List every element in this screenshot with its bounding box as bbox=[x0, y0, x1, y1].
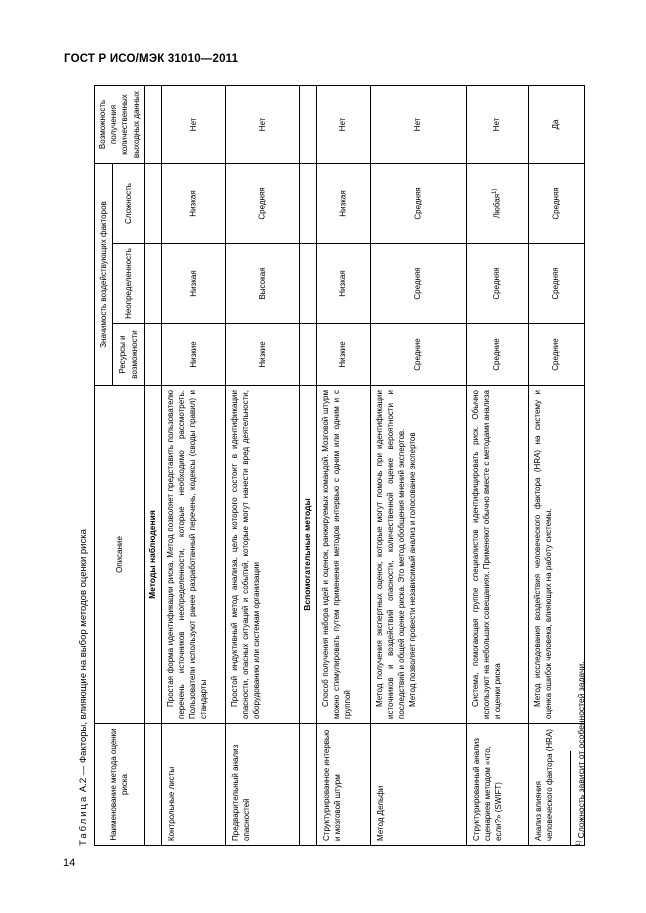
header-quantitative: Возможность получения количественных выходных данных bbox=[95, 85, 145, 163]
footnote bbox=[576, 662, 586, 846]
table-row bbox=[316, 85, 370, 845]
method-name: Метод Дельфи bbox=[370, 724, 466, 846]
section-title: Вспомогательные методы bbox=[299, 386, 316, 724]
resources-value: Низкие bbox=[316, 324, 370, 386]
quantitative-value: Нет bbox=[161, 85, 225, 163]
quantitative-value: Нет bbox=[466, 85, 528, 163]
method-name: Контрольные листы bbox=[161, 724, 225, 846]
table-row bbox=[370, 85, 466, 845]
complexity-value: Средняя bbox=[413, 187, 423, 220]
complexity-value: Низкая bbox=[188, 190, 198, 217]
resources-value: Средние bbox=[466, 324, 528, 386]
uncertainty-value: Низкая bbox=[161, 244, 225, 324]
complexity-cell bbox=[466, 163, 528, 243]
description-paragraph: Метод позволяет провести независимый анализ и голосование экспертов bbox=[408, 432, 418, 707]
description-paragraph: Простой индуктивный метод анализа, цель которого состоит в идентификации опасности, опасных ситуаций и событий, которые могут нанести вред деятельности, оборудованию или системам организации bbox=[229, 390, 262, 719]
header-description: Описание bbox=[95, 386, 145, 724]
description-paragraph: Метод исследования воздействия человеческого фактора (HRA) на систему и оценка ошибок человека, влияющих на работу системы. bbox=[532, 390, 553, 719]
footnote-mark: 1) bbox=[576, 840, 583, 846]
table-caption bbox=[78, 529, 89, 846]
header-resources: Ресурсы и возможности bbox=[113, 324, 144, 386]
method-name: Предварительный анализ опасностей bbox=[225, 724, 299, 846]
complexity-cell bbox=[370, 163, 466, 243]
header-factors-group: Значимость воздействующих факторов bbox=[95, 163, 113, 385]
uncertainty-value: Низкая bbox=[316, 244, 370, 324]
description-paragraph: Способ получения набора идей и оценок, ранжируемых командой. Мозговой штурм можно стимулировать путем применения методов интервью с одним или одним и с группой bbox=[320, 390, 352, 719]
method-description bbox=[466, 386, 528, 724]
method-name: Структурированное интервью и мозговой штурм bbox=[316, 724, 370, 846]
table-row bbox=[466, 85, 528, 845]
footnote-text: Сложность зависит от особенностей задачи. bbox=[576, 661, 586, 839]
resources-value: Средние bbox=[528, 324, 584, 386]
section-row bbox=[144, 85, 161, 845]
method-name: Анализ влияния человеческого фактора (HRA) bbox=[528, 724, 584, 846]
complexity-value: Средняя bbox=[551, 187, 561, 220]
document-header: ГОСТ Р ИСО/МЭК 31010—2011 bbox=[64, 53, 239, 65]
caption-text: — Факторы, влияющие на выбор методов оценки риска bbox=[78, 529, 89, 776]
method-description bbox=[370, 386, 466, 724]
section-title: Методы наблюдения bbox=[144, 386, 161, 724]
complexity-value: Низкая bbox=[338, 190, 348, 217]
page-number: 14 bbox=[63, 857, 76, 869]
rotated-table-area bbox=[76, 86, 616, 846]
resources-value: Низкие bbox=[161, 324, 225, 386]
complexity-cell bbox=[528, 163, 584, 243]
uncertainty-value: Средняя bbox=[466, 244, 528, 324]
table-row bbox=[225, 85, 299, 845]
caption-prefix: Таблица bbox=[78, 794, 89, 846]
method-description bbox=[161, 386, 225, 724]
uncertainty-value: Средняя bbox=[528, 244, 584, 324]
section-row bbox=[299, 85, 316, 845]
header-uncertainty: Неопределенность bbox=[113, 244, 144, 324]
table-body bbox=[144, 85, 584, 845]
quantitative-value: Нет bbox=[225, 85, 299, 163]
footnote-separator bbox=[570, 751, 571, 846]
description-paragraph: Метод получения экспертных оценок, которые могут помочь при идентификации источников и воздействий опасности, количественной оценке вероятности и последствий и общей оценке риска. Это метод обобщения мнений экспертов. bbox=[374, 390, 406, 719]
quantitative-value: Нет bbox=[316, 85, 370, 163]
resources-value: Средние bbox=[370, 324, 466, 386]
method-name: Структурированный анализ сценариев методом «что, если?» (SWIFT) bbox=[466, 724, 528, 846]
complexity-cell bbox=[161, 163, 225, 243]
method-description bbox=[316, 386, 370, 724]
complexity-cell bbox=[225, 163, 299, 243]
method-description bbox=[225, 386, 299, 724]
resources-value: Низкие bbox=[225, 324, 299, 386]
quantitative-value: Да bbox=[528, 85, 584, 163]
caption-number: А.2 bbox=[78, 777, 89, 793]
complexity-value: Средняя bbox=[257, 187, 267, 220]
complexity-cell bbox=[316, 163, 370, 243]
uncertainty-value: Высокая bbox=[225, 244, 299, 324]
quantitative-value: Нет bbox=[370, 85, 466, 163]
description-paragraph: Система, помогающая группе специалистов идентифицировать риск. Обычно используют на небольших совещаниях. Применяют обычно вместе с методами анализа и оценки риска bbox=[470, 390, 502, 719]
description-paragraph: Простая форма идентификации риска. Метод позволяет представить пользователю перечень источников неопределенности, которые необходимо рассмотреть. Пользователи используют ранее разработанный перечень, кодексы (своды правил) и стандарты bbox=[165, 390, 209, 719]
complexity-value: Любая bbox=[492, 193, 502, 219]
complexity-footnote-mark: 1) bbox=[492, 188, 499, 194]
uncertainty-value: Средняя bbox=[370, 244, 466, 324]
header-complexity: Сложность bbox=[113, 163, 144, 243]
header-name: Наименование метода оценки риска bbox=[95, 724, 145, 846]
table-row bbox=[161, 85, 225, 845]
risk-methods-table bbox=[94, 85, 585, 846]
